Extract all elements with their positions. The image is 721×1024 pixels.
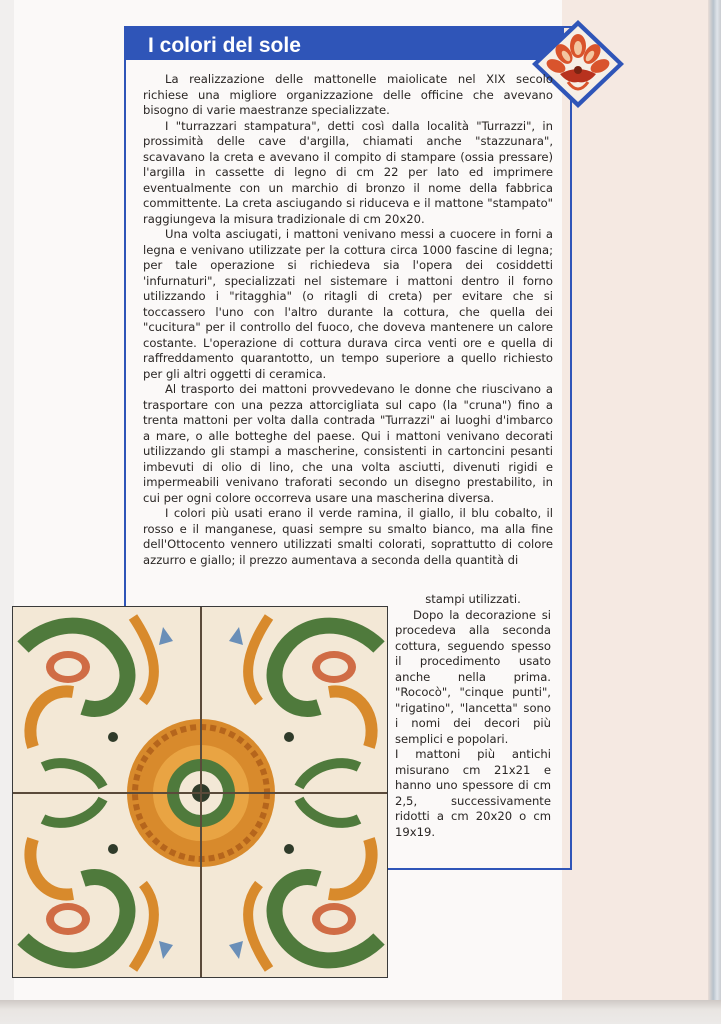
page-margin-band: [562, 0, 710, 1000]
side-paragraph: I mattoni più antichi misurano cm 21x21 e hanno uno spessore di cm 2,5, successivamente ridotti a cm 20x20 o cm 19x19.: [395, 747, 551, 839]
paragraph-continuation: stampi utilizzati.: [425, 592, 521, 606]
page-title: I colori del sole: [148, 34, 301, 57]
majolica-tile-photo: [12, 606, 388, 978]
side-column: [395, 592, 551, 840]
paragraph: La realizzazione delle mattonelle maiolicate nel XIX secolo richiese una migliore organizzazione delle officine che avevano bisogno di varie maestranze specializzate.: [143, 72, 553, 117]
binding-spine: [708, 0, 721, 1024]
paragraph: I colori più usati erano il verde ramina, il giallo, il blu cobalto, il rosso e il manganese, quasi sempre su smalto bianco, ma alla fine dell'Ottocento vennero utilizzati smalti colorati, soprattutto di colore azzurro e giallo; il prezzo aumentava a seconda della quantità di: [143, 506, 553, 567]
paragraph: Al trasporto dei mattoni provvedevano le donne che riuscivano a trasportare con una pezza attorcigliata sul capo (la "cruna") fino a trenta mattoni per volta dalla contrada "Turrazzi" ai luoghi d'imbarco a mare, o alle botteghe del paese. Qui i mattoni venivano decorati utilizzando gli stampi a mascherine, consistenti in cartoncini pesanti imbevuti di olio di lino, che una volta asciutti, divenuti rigidi e impermeabili venivano traforati secondo un disegno prestabilito, in cui per ogni colore occorreva usare una mascherina diversa.: [143, 382, 553, 505]
side-paragraph: Dopo la decorazione si procedeva alla seconda cottura, seguendo spesso il procedimento usato anche nella prima. "Rococò", "cinque punti", "rigatino", "lancetta" sono i nomi dei decori più semplici e popolari.: [395, 607, 551, 746]
article-body: [143, 72, 553, 568]
page-bottom-shadow: [0, 1000, 721, 1024]
tile-pattern-icon: [13, 607, 388, 978]
paragraph: I "turrazzari stampatura", detti così dalla località "Turrazzi", in prossimità delle cave d'argilla, chiamati anche "stazzunara", scavavano la creta e avevano il compito di stampare (ossia pressare) l'argilla in cassette di legno di cm 22 per lato ed imprimere eventualmente con un marchio di bronzo il nome della fabbrica committente. La creta asciugando si riduceva e il mattone "stampato" raggiungeva la misura tradizionale di cm 20x20.: [143, 118, 553, 226]
paragraph: Una volta asciugati, i mattoni venivano messi a cuocere in forni a legna e venivano utilizzate per la cottura circa 1000 fascine di legna; per tale operazione si richiedeva sia l'opera dei cosiddetti 'infurnaturi", specializzati nel sistemare i mattoni dentro il forno utilizzando i "ritagghia" (o ritagli di creta) per evitare che si toccassero l'uno con l'altro durante la cottura, che quella dei "cucitura" per il controllo del fuoco, che doveva mantenere un calore costante. L'operazione di cottura durava circa venti ore e quella di raffreddamento quarantotto, un tempo superiore a quello richiesto per gli altri oggetti di ceramica.: [143, 227, 553, 381]
